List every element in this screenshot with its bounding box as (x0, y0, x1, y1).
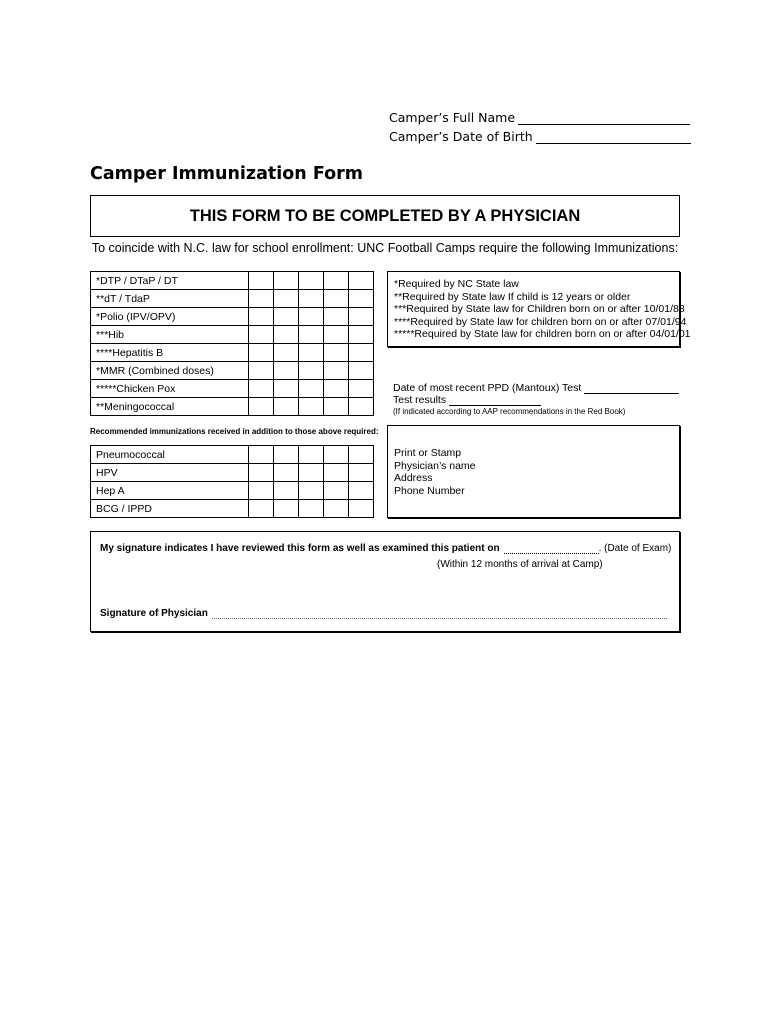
dose-date-cell[interactable] (349, 326, 374, 344)
dose-date-cell[interactable] (274, 272, 299, 290)
dose-date-cell[interactable] (249, 362, 274, 380)
immunization-name: **Meningococcal (91, 398, 249, 416)
dose-date-cell[interactable] (349, 464, 374, 482)
immunization-row (91, 344, 374, 362)
phone-number-label: Phone Number (394, 484, 465, 497)
dose-date-cell[interactable] (249, 464, 274, 482)
address-label: Address (394, 472, 433, 484)
requirement-note: ****Required by State law for children born on or after 07/01/94 (394, 315, 687, 328)
dose-date-cell[interactable] (274, 500, 299, 518)
dose-date-cell[interactable] (249, 326, 274, 344)
dose-date-cell[interactable] (299, 380, 324, 398)
dose-date-cell[interactable] (299, 398, 324, 416)
immunization-name: HPV (91, 464, 249, 482)
dose-date-cell[interactable] (324, 272, 349, 290)
dose-date-cell[interactable] (349, 308, 374, 326)
campers-full-name-label: Camper’s Full Name (389, 110, 516, 125)
dose-date-cell[interactable] (349, 362, 374, 380)
dose-date-cell[interactable] (274, 326, 299, 344)
campers-full-name-line[interactable] (518, 111, 690, 125)
immunization-name: ****Hepatitis B (91, 344, 249, 362)
dose-date-cell[interactable] (349, 482, 374, 500)
intro-text: To coincide with N.C. law for school enrollment: UNC Football Camps require the following Immunizations: (91, 241, 679, 255)
physician-banner (90, 195, 680, 237)
recommended-immunization-table (90, 445, 374, 518)
immunization-name: *Polio (IPV/OPV) (91, 308, 249, 326)
dose-date-cell[interactable] (324, 446, 349, 464)
immunization-name: *****Chicken Pox (91, 380, 249, 398)
dose-date-cell[interactable] (249, 344, 274, 362)
dose-date-cell[interactable] (299, 482, 324, 500)
dose-date-cell[interactable] (299, 308, 324, 326)
dose-date-cell[interactable] (249, 482, 274, 500)
requirements-notes-box (387, 271, 691, 347)
dose-date-cell[interactable] (274, 344, 299, 362)
dose-date-cell[interactable] (324, 464, 349, 482)
dose-date-cell[interactable] (324, 344, 349, 362)
immunization-name: ***Hib (91, 326, 249, 344)
ppd-date-line[interactable] (584, 383, 679, 394)
required-immunization-table (90, 271, 374, 416)
dose-date-cell[interactable] (324, 482, 349, 500)
physician-signature-field[interactable] (100, 608, 667, 619)
immunization-name: Pneumococcal (91, 446, 249, 464)
dose-date-cell[interactable] (299, 464, 324, 482)
requirement-note: *****Required by State law for children born on or after 04/01/01 (394, 328, 691, 340)
test-results-line[interactable] (449, 395, 541, 406)
dose-date-cell[interactable] (274, 362, 299, 380)
immunization-row (91, 326, 374, 344)
campers-full-name-field[interactable] (389, 110, 690, 125)
dose-date-cell[interactable] (299, 362, 324, 380)
dose-date-cell[interactable] (249, 446, 274, 464)
immunization-name: **dT / TdaP (91, 290, 249, 308)
dose-date-cell[interactable] (299, 326, 324, 344)
requirement-note: **Required by State law If child is 12 years or older (394, 290, 631, 303)
dose-date-cell[interactable] (274, 464, 299, 482)
dose-date-cell[interactable] (249, 380, 274, 398)
campers-dob-label: Camper’s Date of Birth (389, 129, 533, 144)
dose-date-cell[interactable] (324, 500, 349, 518)
immunization-row (91, 500, 374, 518)
dose-date-cell[interactable] (249, 272, 274, 290)
physician-info-box[interactable] (387, 425, 680, 518)
exam-date-line[interactable] (504, 544, 599, 554)
requirement-note: *Required by NC State law (394, 278, 519, 290)
immunization-row (91, 464, 374, 482)
physician-name-label: Physician’s name (394, 459, 476, 472)
physician-signature-line[interactable] (212, 609, 667, 619)
dose-date-cell[interactable] (324, 398, 349, 416)
within-12-months-note: (Within 12 months of arrival at Camp) (437, 559, 603, 570)
immunization-row (91, 308, 374, 326)
dose-date-cell[interactable] (349, 290, 374, 308)
dose-date-cell[interactable] (249, 290, 274, 308)
immunization-name: *MMR (Combined doses) (91, 362, 249, 380)
immunization-name: *DTP / DTaP / DT (91, 272, 249, 290)
signature-box (90, 531, 680, 632)
signature-statement: My signature indicates I have reviewed this form as well as examined this patient on (100, 543, 500, 554)
physician-banner-text: THIS FORM TO BE COMPLETED BY A PHYSICIAN (189, 206, 581, 225)
immunization-row (91, 290, 374, 308)
print-or-stamp-label: Print or Stamp (394, 447, 462, 459)
immunization-row (91, 380, 374, 398)
immunization-row (91, 446, 374, 464)
form-title: Camper Immunization Form (90, 164, 363, 184)
dose-date-cell[interactable] (249, 500, 274, 518)
campers-dob-line[interactable] (536, 130, 691, 144)
dose-date-cell[interactable] (324, 290, 349, 308)
dose-date-cell[interactable] (299, 272, 324, 290)
ppd-note: (If indicated according to AAP recommendations in the Red Book) (393, 407, 626, 416)
dose-date-cell[interactable] (349, 272, 374, 290)
dose-date-cell[interactable] (274, 290, 299, 308)
immunization-name: Hep A (91, 482, 249, 500)
dose-date-cell[interactable] (349, 398, 374, 416)
dose-date-cell[interactable] (349, 500, 374, 518)
test-results-label: Test results (393, 394, 447, 406)
immunization-row (91, 482, 374, 500)
dose-date-cell[interactable] (274, 398, 299, 416)
ppd-date-label: Date of most recent PPD (Mantoux) Test (393, 382, 582, 394)
dose-date-cell[interactable] (299, 344, 324, 362)
dose-date-cell[interactable] (274, 308, 299, 326)
dose-date-cell[interactable] (349, 380, 374, 398)
dose-date-cell[interactable] (324, 380, 349, 398)
immunization-row (91, 362, 374, 380)
dose-date-cell[interactable] (324, 308, 349, 326)
dose-date-cell[interactable] (274, 482, 299, 500)
dose-date-cell[interactable] (274, 380, 299, 398)
exam-date-field[interactable] (100, 543, 671, 554)
dose-date-cell[interactable] (349, 446, 374, 464)
dose-date-cell[interactable] (249, 398, 274, 416)
signature-of-physician-label: Signature of Physician (100, 608, 208, 619)
recommended-heading: Recommended immunizations received in addition to those above required: (90, 427, 379, 436)
requirement-note: ***Required by State law for Children born on or after 10/01/88 (394, 303, 685, 315)
ppd-date-field[interactable] (393, 382, 679, 394)
immunization-row (91, 398, 374, 416)
date-of-exam-label: . (Date of Exam) (598, 543, 672, 554)
dose-date-cell[interactable] (274, 446, 299, 464)
dose-date-cell[interactable] (249, 308, 274, 326)
dose-date-cell[interactable] (349, 344, 374, 362)
campers-dob-field[interactable] (389, 129, 691, 144)
test-results-field[interactable] (393, 394, 541, 406)
dose-date-cell[interactable] (299, 500, 324, 518)
immunization-name: BCG / IPPD (91, 500, 249, 518)
dose-date-cell[interactable] (324, 362, 349, 380)
dose-date-cell[interactable] (324, 326, 349, 344)
immunization-row (91, 272, 374, 290)
dose-date-cell[interactable] (299, 446, 324, 464)
dose-date-cell[interactable] (299, 290, 324, 308)
